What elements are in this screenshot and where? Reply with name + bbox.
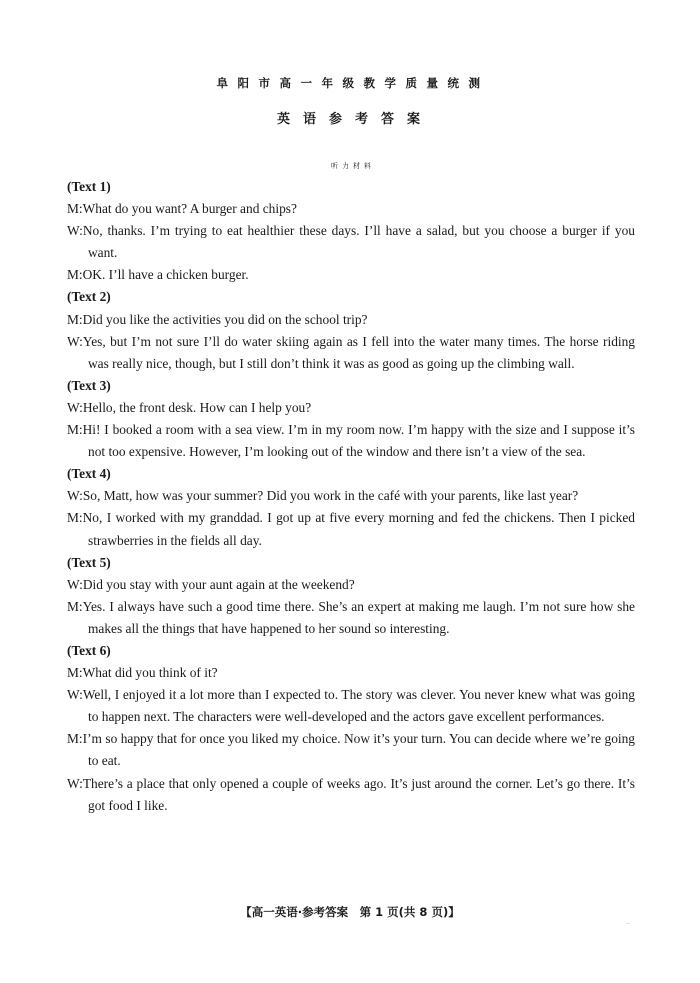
exam-title: 阜阳市高一年级教学质量统测	[216, 76, 490, 90]
text-label: (Text 5)	[67, 554, 111, 570]
listening-material-title: 听力材料	[331, 162, 375, 170]
text-label: (Text 2)	[67, 289, 111, 305]
listening-transcript	[67, 176, 635, 817]
corner-mark: ...	[626, 920, 631, 926]
text-label: (Text 4)	[67, 466, 111, 482]
dialogue-line: W:Well, I enjoyed it a lot more than I expected to. The story was clever. You never knew what was going to happen next. The characters were well-developed and the actors gave excellent performances.	[67, 687, 635, 725]
dialogue-line: W:Hello, the front desk. How can I help you?	[67, 399, 312, 415]
text-label: (Text 1)	[67, 179, 111, 194]
dialogue-line: M:What did you think of it?	[67, 665, 218, 681]
dialogue-line: M:I’m so happy that for once you liked my choice. Now it’s your turn. You can decide where we’re going to eat.	[67, 731, 635, 769]
dialogue-line: M:OK. I’ll have a chicken burger.	[67, 267, 249, 283]
dialogue-line: W:No, thanks. I’m trying to eat healthier these days. I’ll have a salad, but you choose a burger if you want.	[67, 223, 635, 261]
dialogue-line: M:Did you like the activities you did on the school trip?	[67, 311, 368, 327]
text-label: (Text 6)	[67, 642, 111, 658]
page-footer: 【高一英语·参考答案 第 1 页(共 8 页)】	[240, 905, 460, 919]
answer-key-title: 英语参考答案	[276, 112, 433, 127]
text-label: (Text 3)	[67, 377, 111, 393]
dialogue-line: W:So, Matt, how was your summer? Did you work in the café with your parents, like last year?	[67, 488, 579, 504]
dialogue-line: M:Hi! I booked a room with a sea view. I’m in my room now. I’m happy with the size and I suppose it’s not too expensive. However, I’m looking out of the window and there isn’t a view of the sea.	[67, 422, 635, 460]
dialogue-line: W:Did you stay with your aunt again at the weekend?	[67, 576, 355, 592]
dialogue-line: M:No, I worked with my granddad. I got up at five every morning and fed the chickens. Then I picked strawberries in the fields all day.	[67, 510, 635, 548]
dialogue-line: W:There’s a place that only opened a couple of weeks ago. It’s just around the corner. Let’s go there. It’s got food I like.	[67, 775, 635, 813]
dialogue-line: M:Yes. I always have such a good time there. She’s an expert at making me laugh. I’m not sure how she makes all the things that have happened to her sound so interesting.	[67, 598, 635, 636]
dialogue-line: M:What do you want? A burger and chips?	[67, 201, 297, 217]
dialogue-line: W:Yes, but I’m not sure I’ll do water skiing again as I fell into the water many times. The horse riding was really nice, though, but I still don’t think it was as good as going up the climbing wall.	[67, 333, 635, 371]
